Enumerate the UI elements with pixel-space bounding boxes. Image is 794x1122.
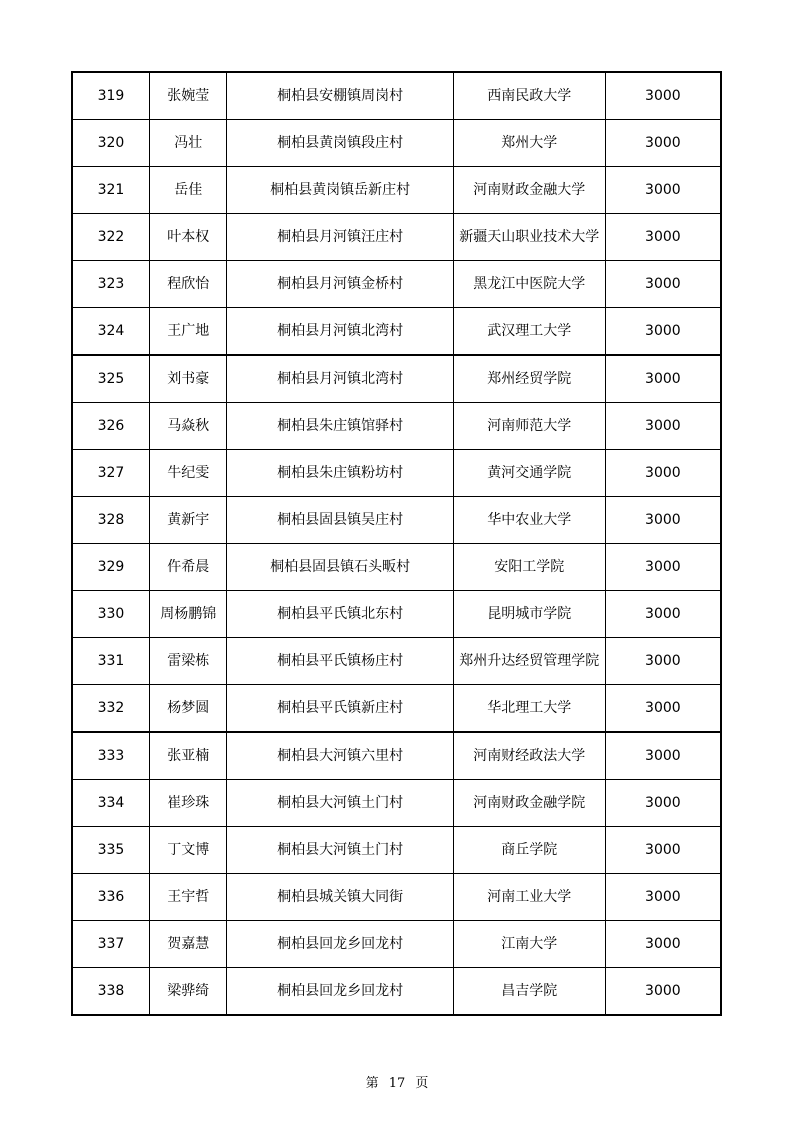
address-cell: 桐柏县大河镇六里村 bbox=[227, 732, 453, 780]
address-cell: 桐柏县月河镇汪庄村 bbox=[227, 214, 453, 261]
amount-cell: 3000 bbox=[605, 968, 721, 1016]
student-name-cell: 王广地 bbox=[149, 308, 226, 356]
table-row bbox=[72, 308, 721, 356]
student-name-cell: 岳佳 bbox=[149, 167, 226, 214]
amount-cell: 3000 bbox=[605, 638, 721, 685]
address-cell: 桐柏县城关镇大同街 bbox=[227, 874, 453, 921]
row-number-cell: 337 bbox=[72, 921, 149, 968]
amount-cell: 3000 bbox=[605, 120, 721, 167]
student-name-cell: 周杨鹏锦 bbox=[149, 591, 226, 638]
row-number-cell: 336 bbox=[72, 874, 149, 921]
school-cell: 安阳工学院 bbox=[453, 544, 605, 591]
amount-cell: 3000 bbox=[605, 355, 721, 403]
address-cell: 桐柏县月河镇金桥村 bbox=[227, 261, 453, 308]
amount-cell: 3000 bbox=[605, 167, 721, 214]
page-footer-suffix: 页 bbox=[415, 1076, 429, 1091]
amount-cell: 3000 bbox=[605, 544, 721, 591]
amount-cell: 3000 bbox=[605, 921, 721, 968]
student-name-cell: 雷梁栋 bbox=[149, 638, 226, 685]
row-number-cell: 322 bbox=[72, 214, 149, 261]
address-cell: 桐柏县固县镇吴庄村 bbox=[227, 497, 453, 544]
school-cell: 华北理工大学 bbox=[453, 685, 605, 733]
table-row bbox=[72, 827, 721, 874]
student-name-cell: 刘书豪 bbox=[149, 355, 226, 403]
row-number-cell: 334 bbox=[72, 780, 149, 827]
row-number-cell: 324 bbox=[72, 308, 149, 356]
school-cell: 华中农业大学 bbox=[453, 497, 605, 544]
student-name-cell: 贺嘉慧 bbox=[149, 921, 226, 968]
student-name-cell: 杨梦圆 bbox=[149, 685, 226, 733]
amount-cell: 3000 bbox=[605, 732, 721, 780]
table-row bbox=[72, 403, 721, 450]
table-row bbox=[72, 497, 721, 544]
row-number-cell: 326 bbox=[72, 403, 149, 450]
student-name-cell: 牛纪雯 bbox=[149, 450, 226, 497]
school-cell: 河南师范大学 bbox=[453, 403, 605, 450]
amount-cell: 3000 bbox=[605, 827, 721, 874]
row-number-cell: 328 bbox=[72, 497, 149, 544]
student-name-cell: 张婉莹 bbox=[149, 72, 226, 120]
row-number-cell: 327 bbox=[72, 450, 149, 497]
address-cell: 桐柏县朱庄镇馆驿村 bbox=[227, 403, 453, 450]
amount-cell: 3000 bbox=[605, 214, 721, 261]
table-row bbox=[72, 591, 721, 638]
address-cell: 桐柏县大河镇土门村 bbox=[227, 780, 453, 827]
school-cell: 河南财政金融学院 bbox=[453, 780, 605, 827]
row-number-cell: 331 bbox=[72, 638, 149, 685]
address-cell: 桐柏县回龙乡回龙村 bbox=[227, 921, 453, 968]
student-name-cell: 梁骅绮 bbox=[149, 968, 226, 1016]
address-cell: 桐柏县月河镇北湾村 bbox=[227, 355, 453, 403]
table-row bbox=[72, 450, 721, 497]
amount-cell: 3000 bbox=[605, 72, 721, 120]
student-name-cell: 黄新宇 bbox=[149, 497, 226, 544]
table-row bbox=[72, 544, 721, 591]
student-name-cell: 马焱秋 bbox=[149, 403, 226, 450]
address-cell: 桐柏县平氏镇北东村 bbox=[227, 591, 453, 638]
row-number-cell: 325 bbox=[72, 355, 149, 403]
school-cell: 西南民政大学 bbox=[453, 72, 605, 120]
amount-cell: 3000 bbox=[605, 497, 721, 544]
school-cell: 河南财政金融大学 bbox=[453, 167, 605, 214]
school-cell: 商丘学院 bbox=[453, 827, 605, 874]
amount-cell: 3000 bbox=[605, 308, 721, 356]
school-cell: 黄河交通学院 bbox=[453, 450, 605, 497]
school-cell: 河南财经政法大学 bbox=[453, 732, 605, 780]
table-row bbox=[72, 732, 721, 780]
address-cell: 桐柏县大河镇土门村 bbox=[227, 827, 453, 874]
amount-cell: 3000 bbox=[605, 591, 721, 638]
table-row bbox=[72, 120, 721, 167]
amount-cell: 3000 bbox=[605, 685, 721, 733]
row-number-cell: 338 bbox=[72, 968, 149, 1016]
school-cell: 郑州大学 bbox=[453, 120, 605, 167]
address-cell: 桐柏县黄岗镇岳新庄村 bbox=[227, 167, 453, 214]
student-name-cell: 丁文博 bbox=[149, 827, 226, 874]
address-cell: 桐柏县安棚镇周岗村 bbox=[227, 72, 453, 120]
student-name-cell: 王宇哲 bbox=[149, 874, 226, 921]
table-row bbox=[72, 780, 721, 827]
row-number-cell: 335 bbox=[72, 827, 149, 874]
school-cell: 郑州经贸学院 bbox=[453, 355, 605, 403]
address-cell: 桐柏县黄岗镇段庄村 bbox=[227, 120, 453, 167]
row-number-cell: 329 bbox=[72, 544, 149, 591]
table-row bbox=[72, 167, 721, 214]
row-number-cell: 323 bbox=[72, 261, 149, 308]
student-name-cell: 崔珍珠 bbox=[149, 780, 226, 827]
address-cell: 桐柏县回龙乡回龙村 bbox=[227, 968, 453, 1016]
table-row bbox=[72, 685, 721, 733]
school-cell: 武汉理工大学 bbox=[453, 308, 605, 356]
amount-cell: 3000 bbox=[605, 874, 721, 921]
school-cell: 黑龙江中医院大学 bbox=[453, 261, 605, 308]
row-number-cell: 321 bbox=[72, 167, 149, 214]
scholarship-table bbox=[71, 71, 722, 1016]
amount-cell: 3000 bbox=[605, 403, 721, 450]
school-cell: 昆明城市学院 bbox=[453, 591, 605, 638]
table-body bbox=[72, 72, 721, 1015]
student-name-cell: 叶本权 bbox=[149, 214, 226, 261]
table-row bbox=[72, 921, 721, 968]
address-cell: 桐柏县平氏镇杨庄村 bbox=[227, 638, 453, 685]
school-cell: 江南大学 bbox=[453, 921, 605, 968]
amount-cell: 3000 bbox=[605, 450, 721, 497]
school-cell: 昌吉学院 bbox=[453, 968, 605, 1016]
row-number-cell: 319 bbox=[72, 72, 149, 120]
student-name-cell: 冯壮 bbox=[149, 120, 226, 167]
school-cell: 郑州升达经贸管理学院 bbox=[453, 638, 605, 685]
student-name-cell: 程欣怡 bbox=[149, 261, 226, 308]
student-name-cell: 张亚楠 bbox=[149, 732, 226, 780]
school-cell: 河南工业大学 bbox=[453, 874, 605, 921]
page-number: 17 bbox=[388, 1076, 406, 1091]
address-cell: 桐柏县月河镇北湾村 bbox=[227, 308, 453, 356]
table-row bbox=[72, 214, 721, 261]
table-row bbox=[72, 638, 721, 685]
table-row bbox=[72, 874, 721, 921]
table-row bbox=[72, 261, 721, 308]
amount-cell: 3000 bbox=[605, 261, 721, 308]
amount-cell: 3000 bbox=[605, 780, 721, 827]
table-row bbox=[72, 72, 721, 120]
address-cell: 桐柏县固县镇石头畈村 bbox=[227, 544, 453, 591]
student-name-cell: 仵希晨 bbox=[149, 544, 226, 591]
page-footer bbox=[0, 1072, 794, 1091]
school-cell: 新疆天山职业技术大学 bbox=[453, 214, 605, 261]
page-footer-prefix: 第 bbox=[365, 1076, 379, 1091]
row-number-cell: 330 bbox=[72, 591, 149, 638]
address-cell: 桐柏县平氏镇新庄村 bbox=[227, 685, 453, 733]
table-row bbox=[72, 968, 721, 1016]
table-row bbox=[72, 355, 721, 403]
row-number-cell: 320 bbox=[72, 120, 149, 167]
address-cell: 桐柏县朱庄镇粉坊村 bbox=[227, 450, 453, 497]
row-number-cell: 332 bbox=[72, 685, 149, 733]
row-number-cell: 333 bbox=[72, 732, 149, 780]
